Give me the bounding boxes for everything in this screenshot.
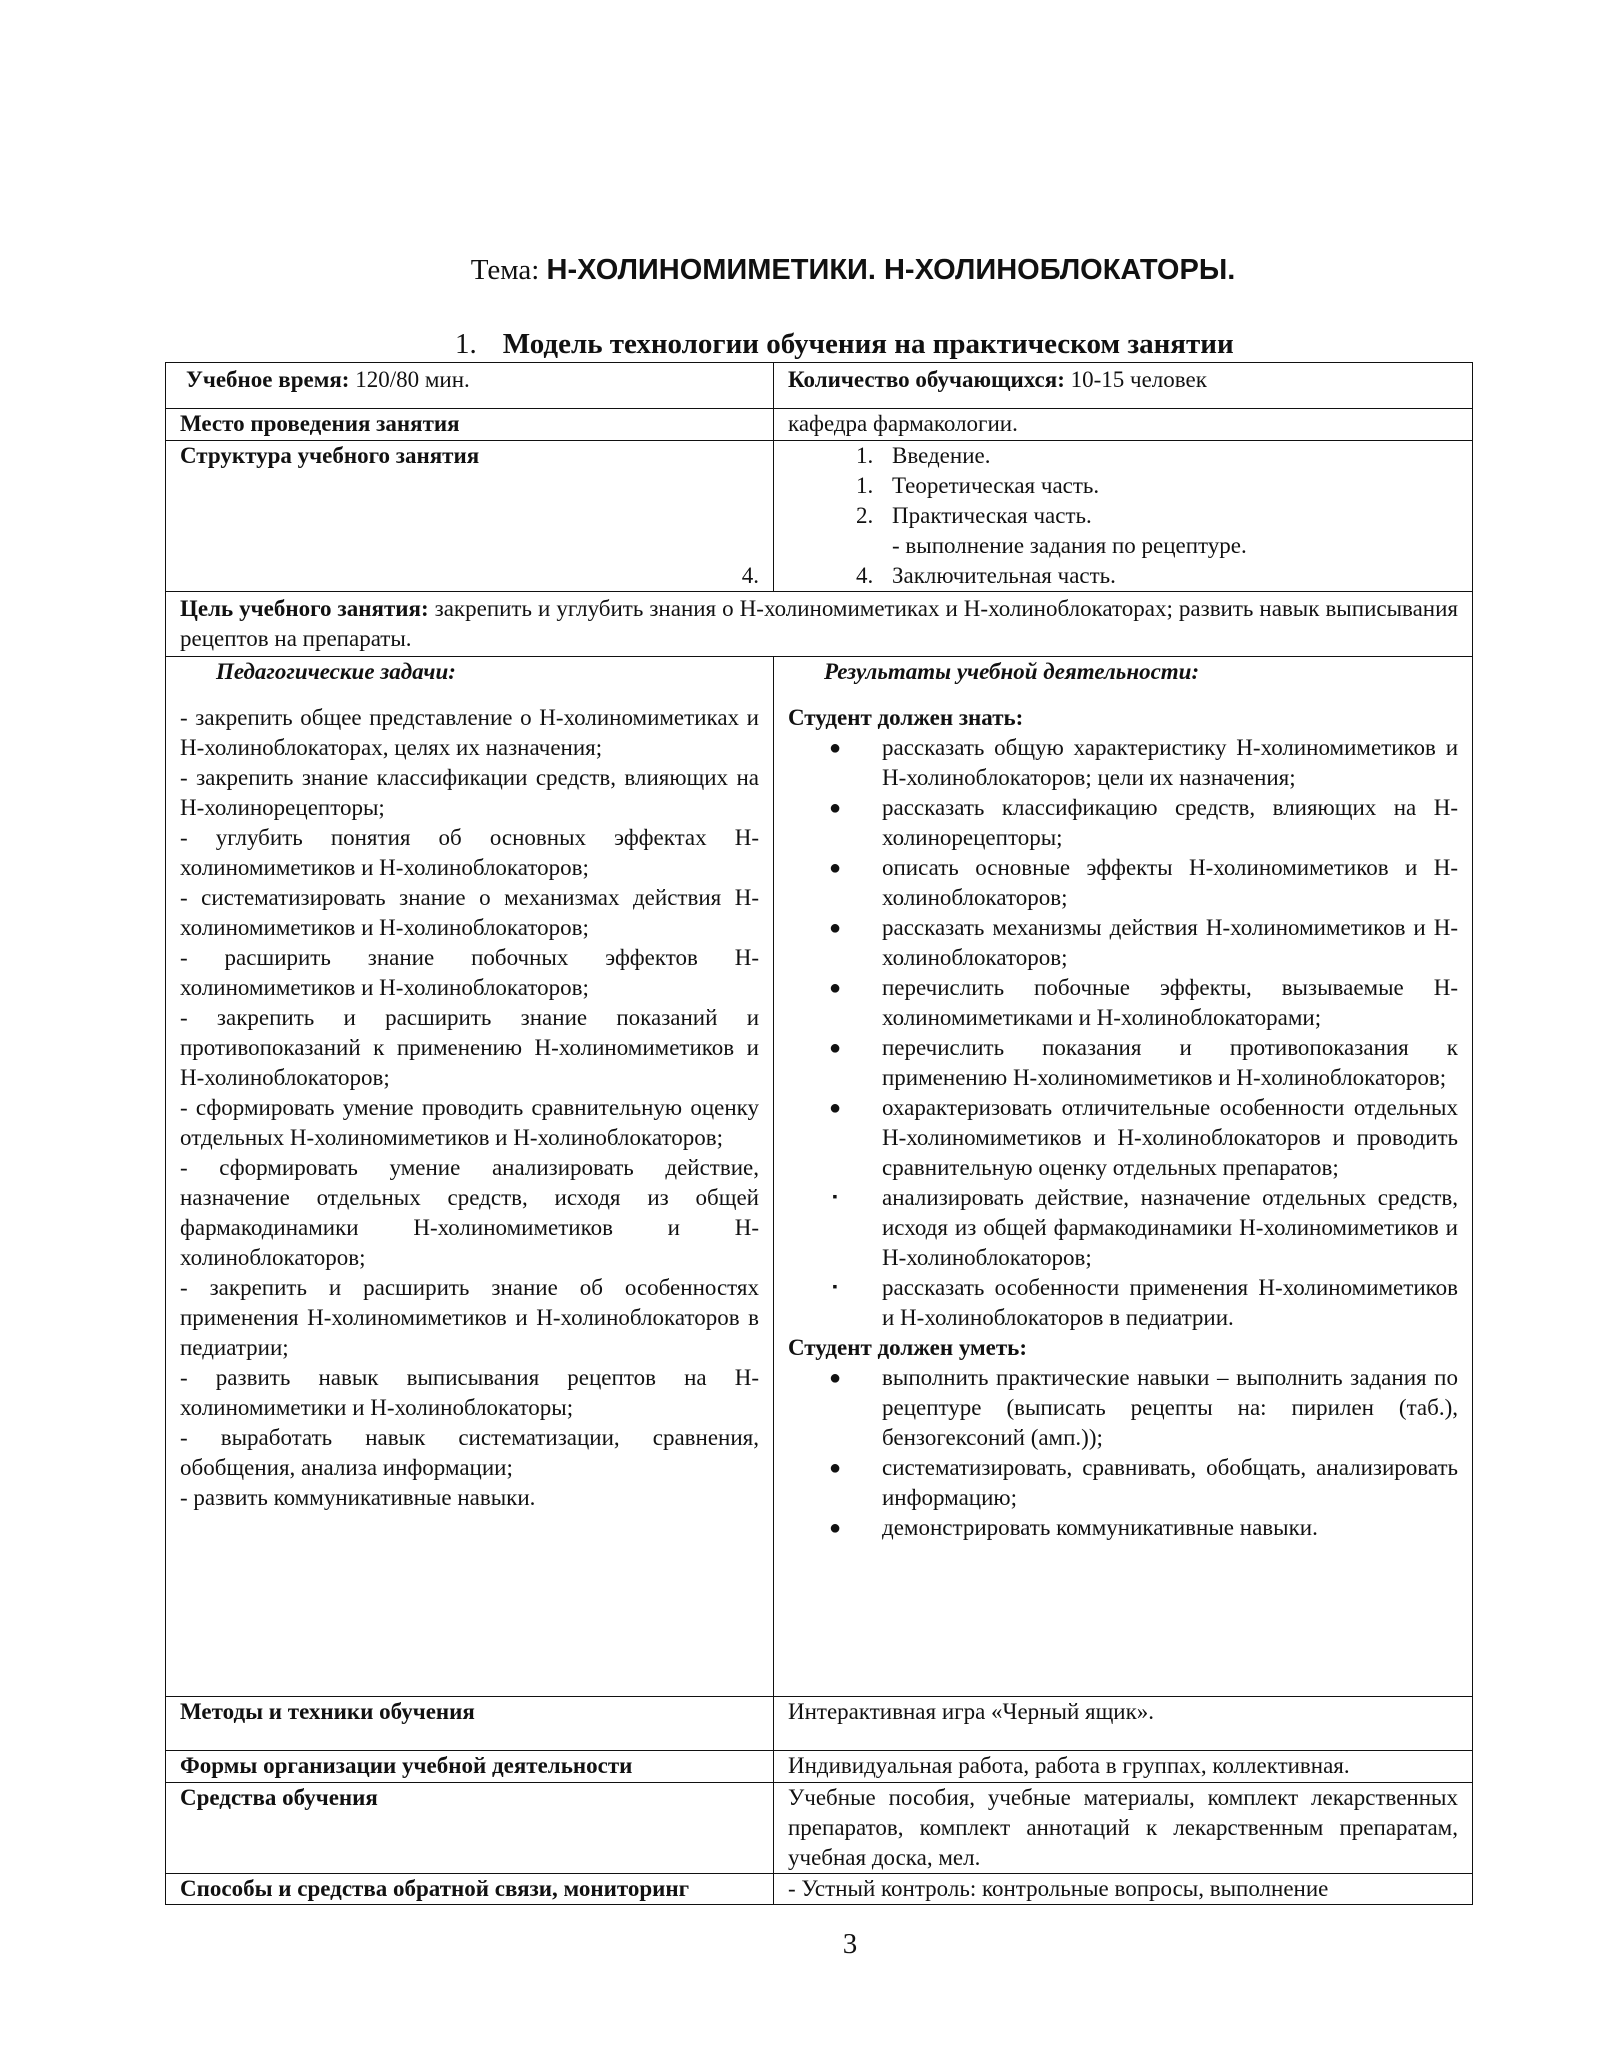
structure-item-number: 1.	[856, 443, 874, 468]
structure-item	[856, 471, 1458, 501]
bullet-icon: ●	[828, 1097, 842, 1119]
forms-value: Индивидуальная работа, работа в группах, коллективная.	[774, 1751, 1473, 1783]
task-item: - систематизировать знание о механизмах действия Н-холиномиметиков и Н-холиноблокаторов;	[180, 885, 759, 940]
structure-item-number: 1.	[856, 473, 874, 498]
tasks-list	[180, 703, 759, 1513]
task-item: - расширить знание побочных эффектов Н-холиномиметиков и Н-холиноблокаторов;	[180, 945, 759, 1000]
know-item	[788, 793, 1458, 853]
row-methods	[166, 1697, 1473, 1751]
row-structure	[166, 441, 1473, 592]
know-heading: Студент должен знать:	[788, 705, 1024, 730]
can-heading: Студент должен уметь:	[788, 1335, 1028, 1360]
know-item-text: перечислить показания и противопоказания к применению Н-холиномиметиков и Н-холиноблокаторов;	[882, 1035, 1458, 1090]
study-time-label: Учебное время:	[186, 367, 350, 392]
know-item	[788, 1093, 1458, 1183]
structure-item-text: Введение.	[892, 443, 991, 468]
feedback-label: Способы и средства обратной связи, мониторинг	[166, 1874, 774, 1905]
means-value: Учебные пособия, учебные материалы, комплект лекарственных препаратов, комплект аннотаций к лекарственным препаратам, учебная доска, мел.	[774, 1783, 1473, 1874]
structure-subitem-text: - выполнение задания по рецептуре.	[892, 533, 1247, 558]
forms-label: Формы организации учебной деятельности	[166, 1751, 774, 1783]
feedback-value: - Устный контроль: контрольные вопросы, выполнение	[774, 1874, 1473, 1905]
know-item-text: рассказать классификацию средств, влияющих на Н-холинорецепторы;	[882, 795, 1458, 850]
small-bullet-icon: ▪	[832, 1190, 838, 1205]
bullet-icon: ●	[828, 857, 842, 879]
bullet-icon: ●	[828, 797, 842, 819]
methods-label: Методы и техники обучения	[166, 1697, 774, 1751]
cell-study-time	[166, 363, 774, 409]
task-item: - развить навык выписывания рецептов на Н-холиномиметики и Н-холиноблокаторы;	[180, 1365, 759, 1420]
structure-item-text: Теоретическая часть.	[892, 473, 1100, 498]
task-item: - развить коммуникативные навыки.	[180, 1485, 536, 1510]
bullet-icon: ●	[828, 1517, 842, 1539]
cell-learning-results	[774, 657, 1473, 1697]
know-item-text: охарактеризовать отличительные особенности отдельных Н-холиномиметиков и Н-холиноблокаторов и проводить сравнительную оценку отдельных препаратов;	[882, 1095, 1458, 1180]
can-item-text: систематизировать, сравнивать, обобщать, анализировать информацию;	[882, 1455, 1458, 1510]
row-forms	[166, 1751, 1473, 1783]
can-item-text: выполнить практические навыки – выполнить задания по рецептуре (выписать рецепты на: пирилен (таб.), бензогексоний (амп.));	[882, 1365, 1458, 1450]
structure-item-number: 2.	[856, 503, 874, 528]
results-block	[788, 657, 1458, 1543]
bullet-icon: ●	[828, 977, 842, 999]
structure-list	[788, 441, 1458, 591]
place-label: Место проведения занятия	[166, 409, 774, 441]
cell-structure-label	[166, 441, 774, 592]
can-list	[788, 1363, 1458, 1543]
know-item	[788, 1273, 1458, 1333]
know-item	[788, 973, 1458, 1033]
know-item-text: рассказать механизмы действия Н-холиномиметиков и Н-холиноблокаторов;	[882, 915, 1458, 970]
bullet-icon: ●	[828, 1037, 842, 1059]
structure-item	[856, 441, 1458, 471]
bullet-icon: ●	[828, 1457, 842, 1479]
study-time-value: 120/80 мин.	[355, 367, 470, 392]
know-item-text: перечислить побочные эффекты, вызываемые Н-холиномиметиками и Н-холиноблокаторами;	[882, 975, 1458, 1030]
can-item	[788, 1363, 1458, 1453]
can-item	[788, 1513, 1458, 1543]
know-item	[788, 1033, 1458, 1093]
task-item: - закрепить и расширить знание об особенностях применения Н-холиномиметиков и Н-холиноблокаторов в педиатрии;	[180, 1275, 759, 1360]
know-item	[788, 853, 1458, 913]
row-place	[166, 409, 1473, 441]
place-value: кафедра фармакологии.	[774, 409, 1473, 441]
know-item-text: рассказать общую характеристику Н-холиномиметиков и Н-холиноблокаторов; цели их назначения;	[882, 735, 1458, 790]
page-number: 3	[842, 1928, 858, 1960]
structure-label: Структура учебного занятия	[180, 443, 480, 468]
students-count-value: 10-15 человек	[1070, 367, 1207, 392]
lesson-model-table	[165, 362, 1473, 1905]
bullet-icon: ●	[828, 1367, 842, 1389]
know-item	[788, 733, 1458, 793]
know-item	[788, 1183, 1458, 1273]
small-bullet-icon: ▪	[832, 1280, 838, 1295]
methods-value: Интерактивная игра «Черный ящик».	[774, 1697, 1473, 1751]
task-item: - закрепить и расширить знание показаний и противопоказаний к применению Н-холиномиметиков и Н-холиноблокаторов;	[180, 1005, 759, 1090]
structure-stray-number: 4.	[741, 563, 759, 588]
section-number: 1.	[455, 328, 477, 360]
section-heading	[455, 326, 1234, 362]
can-item	[788, 1453, 1458, 1513]
section-heading-text: Модель технологии обучения на практическом занятии	[502, 328, 1234, 360]
goal-text: закрепить и углубить знания о Н-холиномиметиках и Н-холиноблокаторах; развить навык выписывания рецептов на препараты.	[180, 596, 1459, 651]
cell-pedagogical-tasks	[166, 657, 774, 1697]
know-item	[788, 913, 1458, 973]
task-item: - закрепить общее представление о Н-холиномиметиках и Н-холиноблокаторах, целях их назначения;	[180, 705, 759, 760]
structure-subitem	[856, 531, 1458, 561]
know-item-text: анализировать действие, назначение отдельных средств, исходя из общей фармакодинамики Н-холиномиметиков и Н-холиноблокаторов;	[882, 1185, 1458, 1270]
title-topic: Н-ХОЛИНОМИМЕТИКИ. Н-ХОЛИНОБЛОКАТОРЫ.	[546, 254, 1236, 286]
task-item: - сформировать умение анализировать действие, назначение отдельных средств, исходя из общей фармакодинамики Н-холиномиметиков и Н-холиноблокаторов;	[180, 1155, 759, 1270]
structure-item-number: 4.	[856, 563, 874, 588]
task-item: - сформировать умение проводить сравнительную оценку отдельных Н-холиномиметиков и Н-холиноблокаторов;	[180, 1095, 759, 1150]
task-item: - углубить понятия об основных эффектах Н-холиномиметиков и Н-холиноблокаторов;	[180, 825, 759, 880]
bullet-icon: ●	[828, 917, 842, 939]
row-study-time	[166, 363, 1473, 409]
structure-item-text: Заключительная часть.	[892, 563, 1116, 588]
tasks-heading: Педагогические задачи:	[216, 659, 456, 684]
know-item-text: рассказать особенности применения Н-холиномиметиков и Н-холиноблокаторов в педиатрии.	[882, 1275, 1458, 1330]
results-heading: Результаты учебной деятельности:	[824, 659, 1200, 684]
task-item: - выработать навык систематизации, сравнения, обобщения, анализа информации;	[180, 1425, 759, 1480]
row-means	[166, 1783, 1473, 1874]
cell-goal	[166, 592, 1473, 657]
page-title	[0, 252, 1600, 288]
can-item-text: демонстрировать коммуникативные навыки.	[882, 1515, 1318, 1540]
students-count-label: Количество обучающихся:	[788, 367, 1065, 392]
structure-item	[856, 501, 1458, 531]
know-item-text: описать основные эффекты Н-холиномиметиков и Н-холиноблокаторов;	[882, 855, 1458, 910]
means-label: Средства обучения	[166, 1783, 774, 1874]
bullet-icon: ●	[828, 737, 842, 759]
cell-students-count	[774, 363, 1473, 409]
row-feedback	[166, 1874, 1473, 1905]
structure-item-text: Практическая часть.	[892, 503, 1092, 528]
row-tasks-results	[166, 657, 1473, 1697]
goal-label: Цель учебного занятия:	[180, 596, 429, 621]
task-item: - закрепить знание классификации средств, влияющих на Н-холинорецепторы;	[180, 765, 759, 820]
know-list	[788, 733, 1458, 1333]
structure-item	[856, 561, 1458, 591]
cell-structure-list	[774, 441, 1473, 592]
row-goal	[166, 592, 1473, 657]
title-label: Тема:	[470, 254, 540, 286]
